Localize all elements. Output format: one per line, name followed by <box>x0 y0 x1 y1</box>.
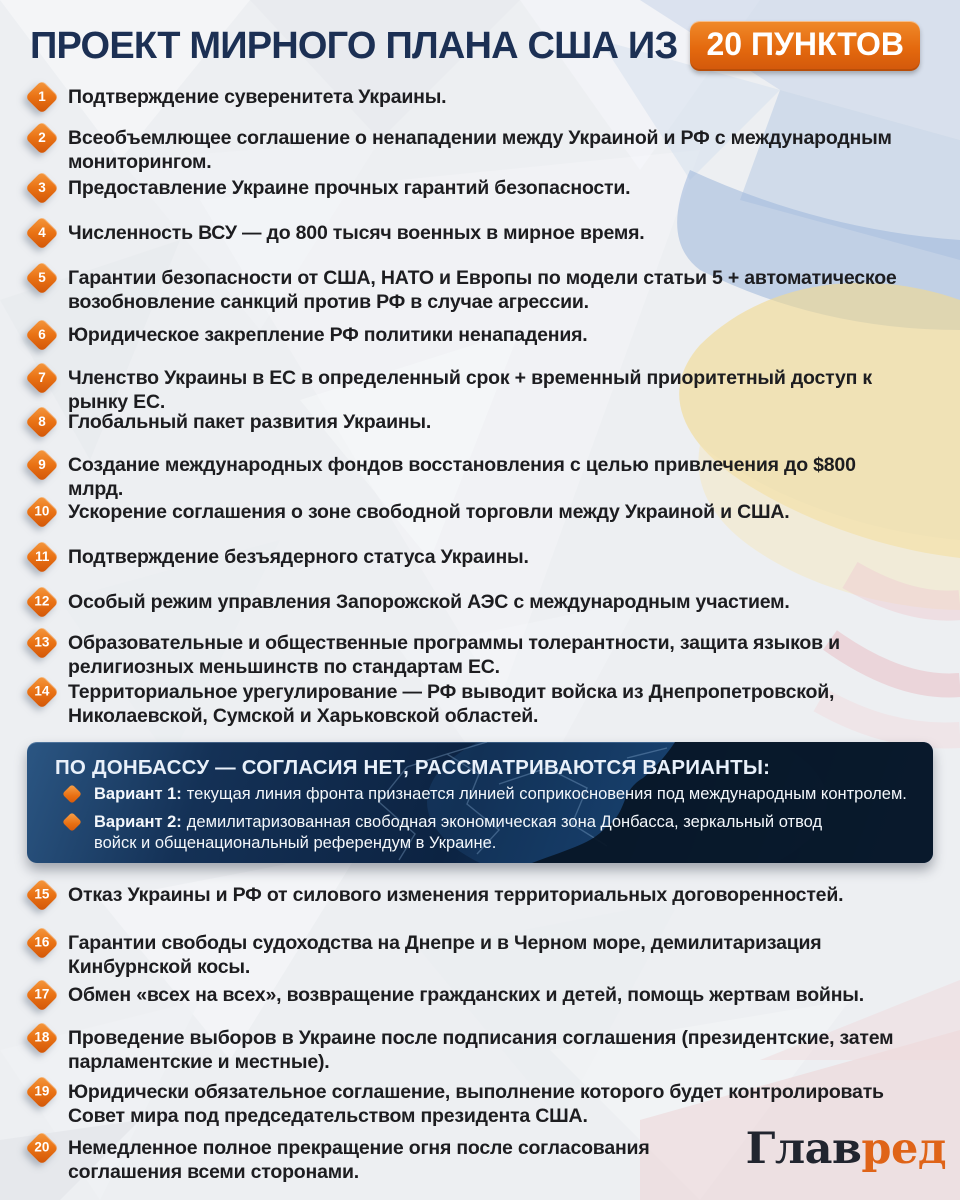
item-number-diamond <box>25 1075 59 1109</box>
item-number-diamond <box>25 495 59 529</box>
variant-2-row <box>65 812 844 854</box>
list-item-1 <box>27 85 446 109</box>
list-item-5 <box>27 266 913 314</box>
item-number-diamond <box>25 1131 59 1165</box>
item-text: Глобальный пакет развития Украины. <box>68 411 432 433</box>
item-number-diamond <box>25 121 59 155</box>
item-text: Проведение выборов в Украине после подписания соглашения (президентские, затем парламентские и местные). <box>68 1027 894 1073</box>
item-number: 1 <box>38 89 46 105</box>
item-text: Ускорение соглашения о зоне свободной торговли между Украиной и США. <box>68 501 790 523</box>
page-title: ПРОЕКТ МИРНОГО ПЛАНА США ИЗ <box>30 24 678 67</box>
item-text: Предоставление Украине прочных гарантий безопасности. <box>68 177 631 199</box>
list-item-14 <box>27 680 913 728</box>
list-item-2 <box>27 126 913 174</box>
list-item-17 <box>27 983 864 1007</box>
item-number-diamond <box>25 978 59 1012</box>
variant-label: Вариант 1: <box>94 785 182 803</box>
item-number: 12 <box>34 594 50 610</box>
item-number: 7 <box>38 370 46 386</box>
diamond-bullet-icon <box>62 784 82 804</box>
item-number: 17 <box>34 987 50 1003</box>
diamond-bullet-icon <box>62 812 82 832</box>
item-text: Особый режим управления Запорожской АЭС с международным участием. <box>68 591 790 613</box>
item-number-diamond <box>25 675 59 709</box>
item-text: Членство Украины в ЕС в определенный срок + временный приоритетный доступ к рынку ЕС. <box>68 367 872 413</box>
variant-1-row <box>65 784 907 805</box>
list-item-8 <box>27 410 431 434</box>
item-number-diamond <box>25 171 59 205</box>
item-number: 2 <box>38 130 46 146</box>
logo-part-dark: Глав <box>745 1124 862 1174</box>
item-number: 9 <box>38 457 46 473</box>
item-number-diamond <box>25 626 59 660</box>
variant-text <box>94 784 907 805</box>
item-number: 19 <box>34 1084 50 1100</box>
item-number: 15 <box>34 887 50 903</box>
list-item-15 <box>27 883 843 907</box>
item-number-diamond <box>25 80 59 114</box>
list-item-9 <box>27 453 913 501</box>
list-item-16 <box>27 931 913 979</box>
item-number-diamond <box>25 261 59 295</box>
item-text: Юридическое закрепление РФ политики ненападения. <box>68 324 588 346</box>
donbas-heading: ПО ДОНБАССУ — СОГЛАСИЯ НЕТ, РАССМАТРИВАЮТСЯ ВАРИАНТЫ: <box>55 756 771 779</box>
item-number: 10 <box>34 504 50 520</box>
item-text: Территориальное урегулирование — РФ выводит войска из Днепропетровской, Николаевской, Сумской и Харьковской областей. <box>68 681 835 727</box>
item-text: Численность ВСУ — до 800 тысяч военных в мирное время. <box>68 222 645 244</box>
item-number-diamond <box>25 926 59 960</box>
variant-label: Вариант 2: <box>94 813 182 831</box>
variant-text <box>94 812 844 854</box>
list-item-19 <box>27 1080 913 1128</box>
list-item-7 <box>27 366 913 414</box>
item-number: 6 <box>38 327 46 343</box>
item-number-diamond <box>25 361 59 395</box>
item-text: Гарантии свободы судоходства на Днепре и в Черном море, демилитаризация Кинбурнской косы. <box>68 932 822 978</box>
item-text: Образовательные и общественные программы толерантности, защита языков и религиозных меньшинств по стандартам ЕС. <box>68 632 840 678</box>
item-number: 3 <box>38 180 46 196</box>
item-number-diamond <box>25 878 59 912</box>
item-text: Гарантии безопасности от США, НАТО и Европы по модели статьи 5 + автоматическое возобновление санкций против РФ в случае агрессии. <box>68 267 897 313</box>
list-item-6 <box>27 323 588 347</box>
list-item-10 <box>27 500 789 524</box>
item-number-diamond <box>25 216 59 250</box>
item-number: 13 <box>34 635 50 651</box>
item-number: 4 <box>38 225 46 241</box>
item-number: 11 <box>34 549 50 565</box>
item-number: 5 <box>38 270 46 286</box>
item-number-diamond <box>25 1021 59 1055</box>
item-number-diamond <box>25 405 59 439</box>
list-item-20 <box>27 1136 768 1184</box>
header <box>30 21 944 71</box>
list-item-3 <box>27 176 630 200</box>
item-number: 20 <box>34 1140 50 1156</box>
variant-body: текущая линия фронта признается линией соприкосновения под международным контролем. <box>186 785 907 803</box>
donbas-variants-panel <box>27 742 933 863</box>
item-number-diamond <box>25 540 59 574</box>
item-number-diamond <box>25 318 59 352</box>
item-text: Создание международных фондов восстановления с целью привлечения до $800 млрд. <box>68 454 856 500</box>
item-text: Отказ Украины и РФ от силового изменения территориальных договоренностей. <box>68 884 844 906</box>
list-item-18 <box>27 1026 913 1074</box>
item-number: 8 <box>38 414 46 430</box>
list-item-13 <box>27 631 913 679</box>
item-text: Подтверждение суверенитета Украины. <box>68 86 447 108</box>
item-number-diamond <box>25 448 59 482</box>
item-text: Обмен «всех на всех», возвращение гражданских и детей, помощь жертвам войны. <box>68 984 864 1006</box>
item-text: Юридически обязательное соглашение, выполнение которого будет контролировать Совет мира под председательством президента США. <box>68 1081 884 1127</box>
list-item-4 <box>27 221 645 245</box>
item-number: 14 <box>34 684 50 700</box>
item-text: Подтверждение безъядерного статуса Украины. <box>68 546 529 568</box>
item-number: 18 <box>34 1030 50 1046</box>
item-number: 16 <box>34 935 50 951</box>
points-count-badge: 20 ПУНКТОВ <box>690 21 920 71</box>
logo-part-orange: ред <box>861 1124 946 1174</box>
list-item-11 <box>27 545 529 569</box>
glavred-logo <box>746 1124 946 1174</box>
variant-body: демилитаризованная свободная экономическая зона Донбасса, зеркальный отвод войск и общенациональный референдум в Украине. <box>94 813 823 852</box>
item-text: Всеобъемлющее соглашение о ненападении между Украиной и РФ с международным мониторингом. <box>68 127 892 173</box>
list-item-12 <box>27 590 790 614</box>
item-text: Немедленное полное прекращение огня после согласования соглашения всеми сторонами. <box>68 1137 650 1183</box>
item-number-diamond <box>25 585 59 619</box>
